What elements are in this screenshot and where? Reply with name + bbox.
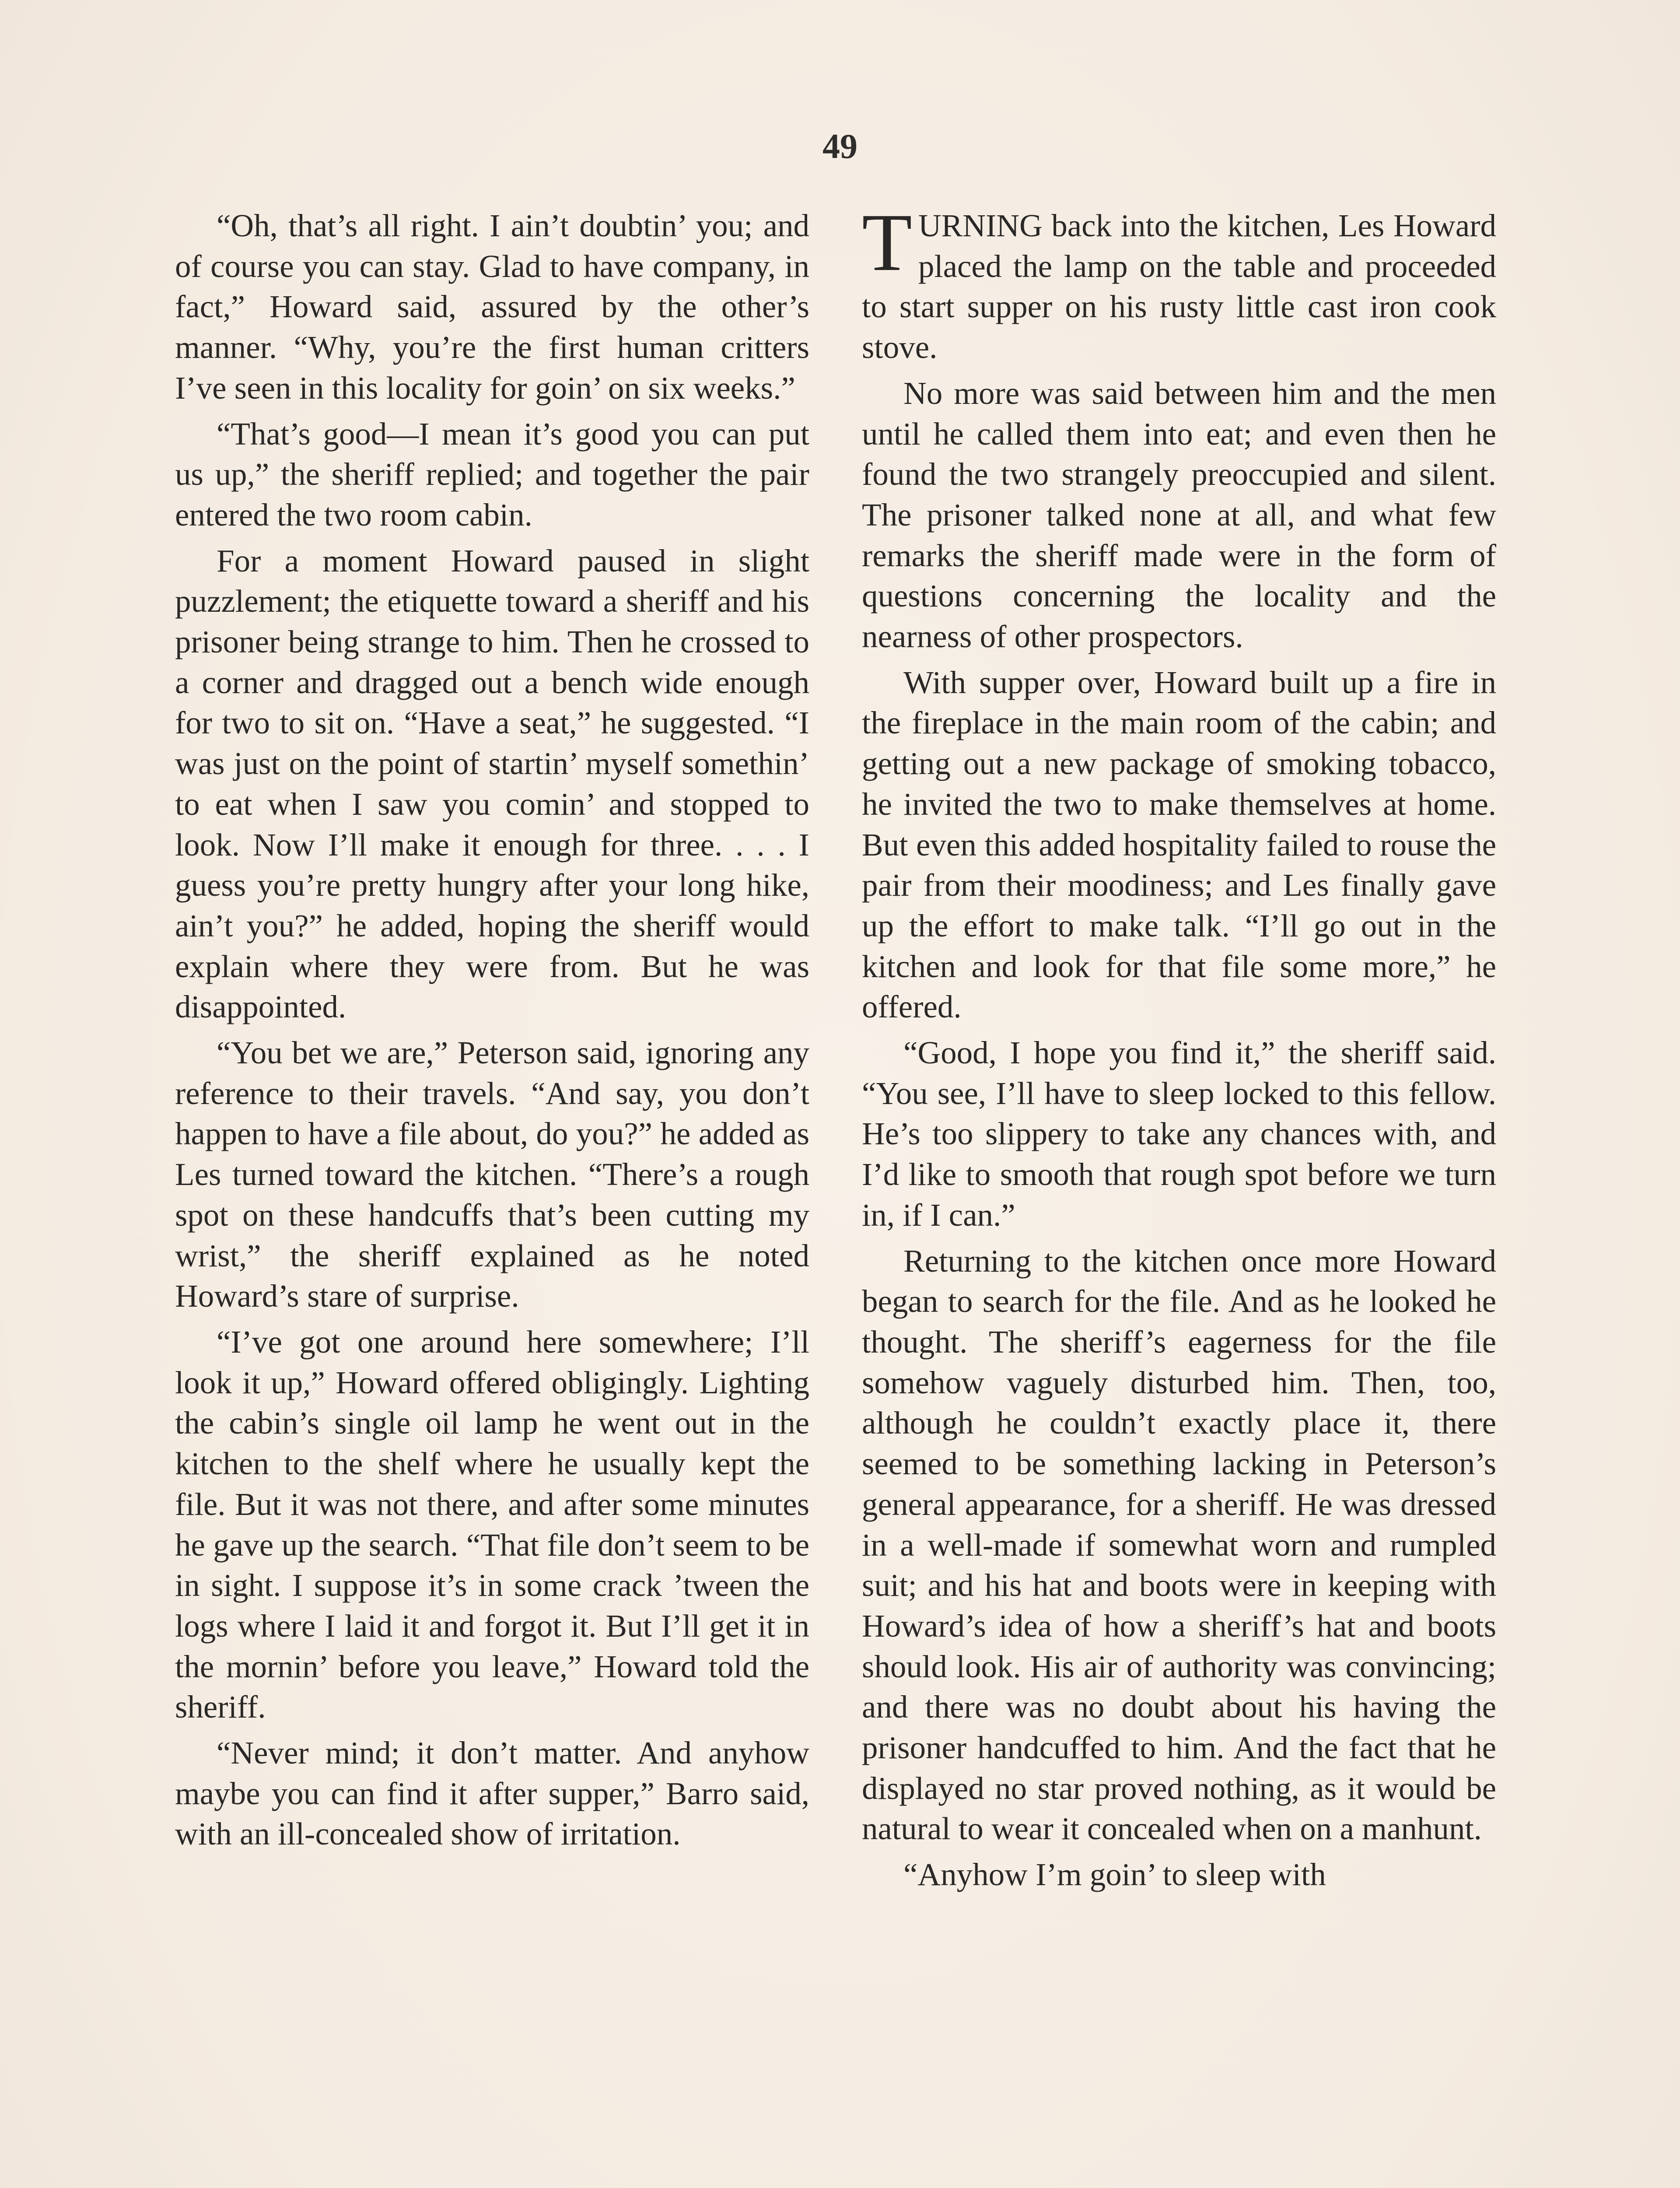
- paragraph: “Never mind; it don’t matter. And anyhow maybe you can find it after supper,” Barro said, with an ill-concealed show of irritation.: [175, 1735, 809, 1852]
- left-column: [175, 206, 809, 1855]
- paragraph: Returning to the kitchen once more Howard began to search for the file. And as he looked he thought. The sheriff’s eagerness for the file somehow vaguely disturbed him. Then, too, although he couldn’t exactly place it, there seemed to be something lacking in Peterson’s general appearance, for a sheriff. He was dressed in a well-made if somewhat worn and rumpled suit; and his hat and boots were in keeping with Howard’s idea of how a sheriff’s hat and boots should look. His air of authority was convincing; and there was no doubt about his having the prisoner handcuffed to him. And the fact that he displayed no star proved nothing, as it would be natural to wear it concealed when on a manhunt.: [862, 1243, 1496, 1847]
- paragraph: “I’ve got one around here somewhere; I’ll look it up,” Howard offered obligingly. Lighting the cabin’s single oil lamp he went out in the kitchen to the shelf where he usually kept the file. But it was not there, and after some minutes he gave up the search. “That file don’t seem to be in sight. I suppose it’s in some crack ’tween the logs where I laid it and forgot it. But I’ll get it in the mornin’ before you leave,” Howard told the sheriff.: [175, 1324, 809, 1725]
- page-number: 49: [822, 127, 858, 166]
- paragraph: “Anyhow I’m goin’ to sleep with: [903, 1857, 1326, 1893]
- opening-paragraph-text: URNING back into the kitchen, Les Howard placed the lamp on the table and proceeded to start supper on his rusty little cast iron cook stove.: [862, 208, 1496, 365]
- right-column: [862, 196, 1496, 1895]
- drop-cap: T: [862, 196, 912, 288]
- paragraph: With supper over, Howard built up a fire in the fireplace in the main room of the cabin; and getting out a new package of smoking tobacco, he invited the two to make themselves at home. But even this added hospitality failed to rouse the pair from their moodiness; and Les finally gave up the effort to make talk. “I’ll go out in the kitchen and look for that file some more,” he offered.: [862, 664, 1496, 1025]
- paragraph: “Oh, that’s all right. I ain’t doubtin’ you; and of course you can stay. Glad to have company, in fact,” Howard said, assured by the other’s manner. “Why, you’re the first human critters I’ve seen in this locality for goin’ on six weeks.”: [175, 208, 809, 406]
- paragraph: “You bet we are,” Peterson said, ignoring any reference to their travels. “And say, you don’t happen to have a file about, do you?” he added as Les turned toward the kitchen. “There’s a rough spot on these handcuffs that’s been cutting my wrist,” the sheriff explained as he noted Howard’s stare of surprise.: [175, 1035, 809, 1314]
- paragraph: No more was said between him and the men until he called them into eat; and even then he found the two strangely preoccupied and silent. The prisoner talked none at all, and what few remarks the sheriff made were in the form of questions concerning the locality and the nearness of other prospectors.: [862, 375, 1496, 655]
- paragraph: “That’s good—I mean it’s good you can put us up,” the sheriff replied; and together the pair entered the two room cabin.: [175, 416, 809, 533]
- opening-paragraph: [862, 196, 1496, 368]
- paragraph: For a moment Howard paused in slight puzzlement; the etiquette toward a sheriff and his prisoner being strange to him. Then he crossed to a corner and dragged out a bench wide enough for two to sit on. “Have a seat,” he suggested. “I was just on the point of startin’ myself somethin’ to eat when I saw you comin’ and stopped to look. Now I’ll make it enough for three. . . . I guess you’re pretty hungry after your long hike, ain’t you?” he added, hoping the sheriff would explain where they were from. But he was disappointed.: [175, 543, 809, 1025]
- paragraph: “Good, I hope you find it,” the sheriff said. “You see, I’ll have to sleep locked to this fellow. He’s too slippery to take any chances with, and I’d like to smooth that rough spot before we turn in, if I can.”: [862, 1035, 1496, 1233]
